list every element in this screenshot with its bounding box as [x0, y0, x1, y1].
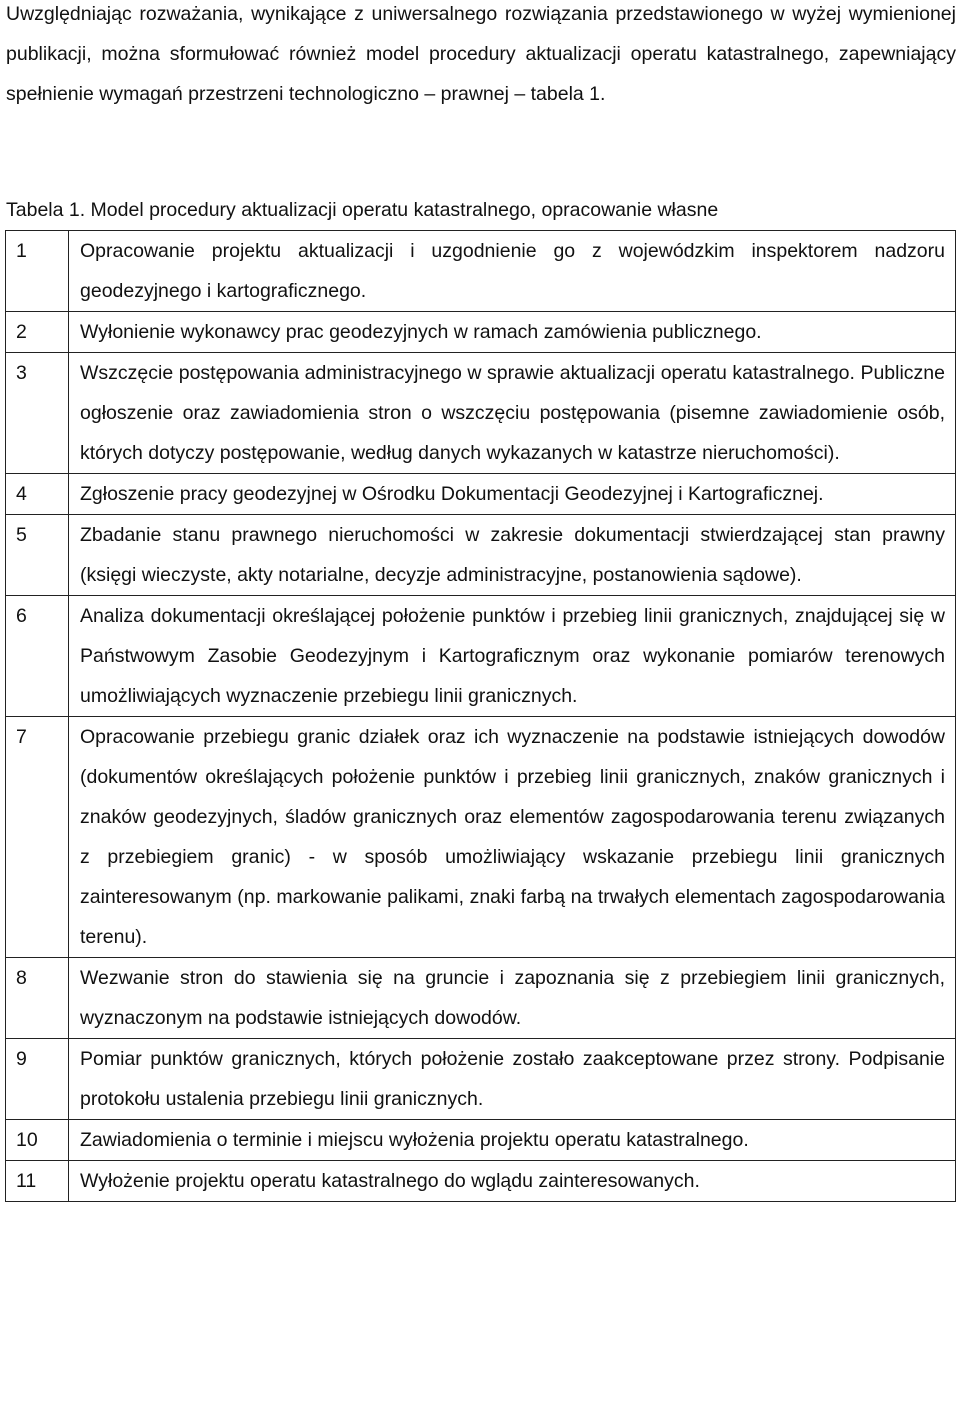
- step-description: Analiza dokumentacji określającej położenie punktów i przebieg linii granicznych, znajdującej się w Państwowym Zasobie Geodezyjnym i Kartograficznym oraz wykonanie pomiarów terenowych umożliwiających wyznaczenie przebiegu linii granicznych.: [69, 596, 956, 717]
- table-row: [6, 312, 956, 353]
- procedure-model-table: [5, 230, 956, 1202]
- step-number: 6: [6, 596, 69, 717]
- step-number: 10: [6, 1120, 69, 1161]
- table-row: [6, 515, 956, 596]
- table-row: [6, 1161, 956, 1202]
- step-number: 9: [6, 1039, 69, 1120]
- intro-paragraph: Uwzględniając rozważania, wynikające z uniwersalnego rozwiązania przedstawionego w wyżej wymienionej publikacji, można sformułować również model procedury aktualizacji operatu katastralnego, zapewniający spełnienie wymagań przestrzeni technologiczno – prawnej – tabela 1.: [6, 3, 956, 105]
- step-number: 1: [6, 231, 69, 312]
- table-row: [6, 717, 956, 958]
- step-number: 7: [6, 717, 69, 958]
- step-number: 4: [6, 474, 69, 515]
- table-row: [6, 353, 956, 474]
- step-number: 8: [6, 958, 69, 1039]
- table-caption: Tabela 1. Model procedury aktualizacji operatu katastralnego, opracowanie własne: [6, 199, 719, 221]
- table-row: [6, 958, 956, 1039]
- step-description: Zgłoszenie pracy geodezyjnej w Ośrodku Dokumentacji Geodezyjnej i Kartograficznej.: [69, 474, 956, 515]
- step-description: Wszczęcie postępowania administracyjnego w sprawie aktualizacji operatu katastralnego. Publiczne ogłoszenie oraz zawiadomienia stron o wszczęciu postępowania (pisemne zawiadomienie osób, których dotyczy postępowanie, według danych wykazanych w katastrze nieruchomości).: [69, 353, 956, 474]
- table-row: [6, 1039, 956, 1120]
- step-number: 11: [6, 1161, 69, 1202]
- table-row: [6, 474, 956, 515]
- table-row: [6, 1120, 956, 1161]
- step-description: Wyłożenie projektu operatu katastralnego do wglądu zainteresowanych.: [69, 1161, 956, 1202]
- step-number: 5: [6, 515, 69, 596]
- step-description: Opracowanie projektu aktualizacji i uzgodnienie go z wojewódzkim inspektorem nadzoru geodezyjnego i kartograficznego.: [69, 231, 956, 312]
- step-number: 2: [6, 312, 69, 353]
- table-row: [6, 231, 956, 312]
- step-number: 3: [6, 353, 69, 474]
- step-description: Wezwanie stron do stawienia się na gruncie i zapoznania się z przebiegiem linii granicznych, wyznaczonym na podstawie istniejących dowodów.: [69, 958, 956, 1039]
- step-description: Zawiadomienia o terminie i miejscu wyłożenia projektu operatu katastralnego.: [69, 1120, 956, 1161]
- step-description: Opracowanie przebiegu granic działek oraz ich wyznaczenie na podstawie istniejących dowodów (dokumentów określających położenie punktów i przebieg linii granicznych, znaków granicznych i znaków geodezyjnych, śladów granicznych oraz elementów zagospodarowania terenu związanych z przebiegiem granic) - w sposób umożliwiający wskazanie przebiegu linii granicznych zainteresowanym (np. markowanie palikami, znaki farbą na trwałych elementach zagospodarowania terenu).: [69, 717, 956, 958]
- step-description: Zbadanie stanu prawnego nieruchomości w zakresie dokumentacji stwierdzającej stan prawny (księgi wieczyste, akty notarialne, decyzje administracyjne, postanowienia sądowe).: [69, 515, 956, 596]
- step-description: Pomiar punktów granicznych, których położenie zostało zaakceptowane przez strony. Podpisanie protokołu ustalenia przebiegu linii granicznych.: [69, 1039, 956, 1120]
- step-description: Wyłonienie wykonawcy prac geodezyjnych w ramach zamówienia publicznego.: [69, 312, 956, 353]
- table-row: [6, 596, 956, 717]
